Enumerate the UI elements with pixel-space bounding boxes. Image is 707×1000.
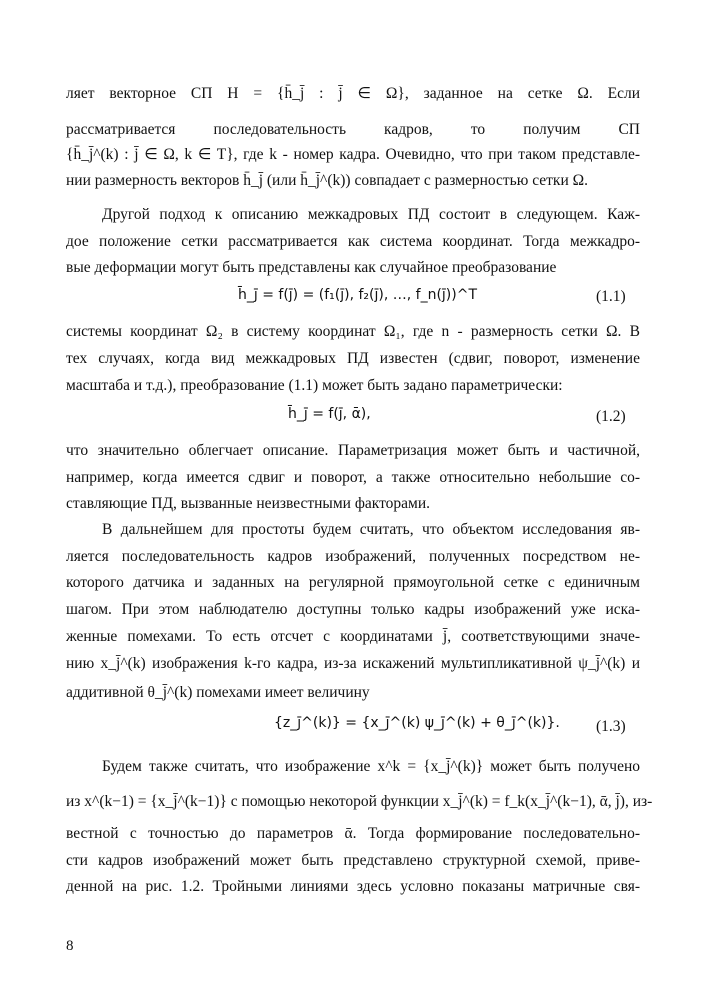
text-line-17: шагом. При этом наблюдателю доступны только кадры изображений уже иска- — [66, 601, 640, 618]
text-line-13: ставляющие ПД, вызванные неизвестными факторами. — [66, 495, 430, 512]
text-line-6: дое положение сетки рассматривается как система координат. Тогда межкадро- — [66, 233, 640, 250]
text-line-25: денной на рис. 1.2. Тройными линиями здесь условно показаны матричные свя- — [66, 878, 640, 895]
text-line-4: нии размерность векторов h̄_j̄ (или h̄_j̄^(k)) совпадает с размерностью сетки Ω. — [66, 172, 589, 189]
text-line-15: ляется последовательность кадров изображений, полученных посредством не- — [66, 548, 640, 565]
text-line-19: нию x_j̄^(k) изображения k-го кадра, из-за искажений мультипликативной ψ_j̄^(k) и — [66, 655, 640, 672]
equation-number-1-2: (1.2) — [596, 408, 626, 425]
text-line-11: что значительно облегчает описание. Параметризация может быть и частичной, — [66, 442, 640, 459]
equation-1-3: {z_j̄^(k)} = {x_j̄^(k) ψ_j̄^(k) + θ_j̄^(k)}. — [274, 715, 560, 731]
text-line-5: Другой подход к описанию межкадровых ПД состоит в следующем. Каж- — [102, 206, 640, 223]
text-line-22: из x^(k−1) = {x_j̄^(k−1)} с помощью некоторой функции x_j̄^(k) = f_k(x_j̄^(k−1), ᾱ, j̄), из- — [66, 793, 653, 810]
equation-number-1-1: (1.1) — [596, 288, 626, 305]
equation-number-1-3: (1.3) — [596, 718, 626, 735]
text-line-3: {h̄_j̄^(k) : j̄ ∈ Ω, k ∈ T}, где k - номер кадра. Очевидно, что при таком представле- — [66, 146, 640, 163]
text-line-2: рассматривается последовательность кадров, то получим СП — [66, 121, 640, 138]
page-number: 8 — [66, 938, 74, 954]
text-line-9: тех случаях, когда вид межкадровых ПД известен (сдвиг, поворот, изменение — [66, 350, 640, 367]
text-line-12: например, когда имеется сдвиг и поворот, а также относительно небольшие со- — [66, 469, 640, 486]
equation-1-1: h̄_j̄ = f(j̄) = (f₁(j̄), f₂(j̄), …, f_n(j̄))^T — [238, 287, 477, 303]
text-line-24: сти кадров изображений может быть представлено структурной схемой, приве- — [66, 852, 640, 869]
text-line-14: В дальнейшем для простоты будем считать, что объектом исследования яв- — [102, 521, 640, 538]
text-line-10: масштаба и т.д.), преобразование (1.1) может быть задано параметрически: — [66, 377, 563, 394]
equation-1-2: h̄_j̄ = f(j̄, ᾱ), — [288, 406, 371, 422]
text-line-23: вестной с точностью до параметров ᾱ. Тогда формирование последовательно- — [66, 825, 640, 842]
text-line-21: Будем также считать, что изображение x^k = {x_j̄^(k)} может быть получено — [102, 758, 640, 775]
text-line-18: женные помехами. То есть отсчет с координатами j̄, соответствующими значе- — [66, 628, 640, 645]
text-line-7: вые деформации могут быть представлены как случайное преобразование — [66, 259, 557, 276]
text-line-16: которого датчика и заданных на регулярной прямоугольной сетке с единичным — [66, 574, 640, 591]
text-line-20: аддитивной θ_j̄^(k) помехами имеет величину — [66, 684, 370, 701]
text-line-8: системы координат Ω₂ в систему координат Ω₁, где n - размерность сетки Ω. В — [66, 323, 640, 340]
text-line-1: ляет векторное СП H = {h̄_j̄ : j̄ ∈ Ω}, заданное на сетке Ω. Если — [66, 85, 640, 102]
